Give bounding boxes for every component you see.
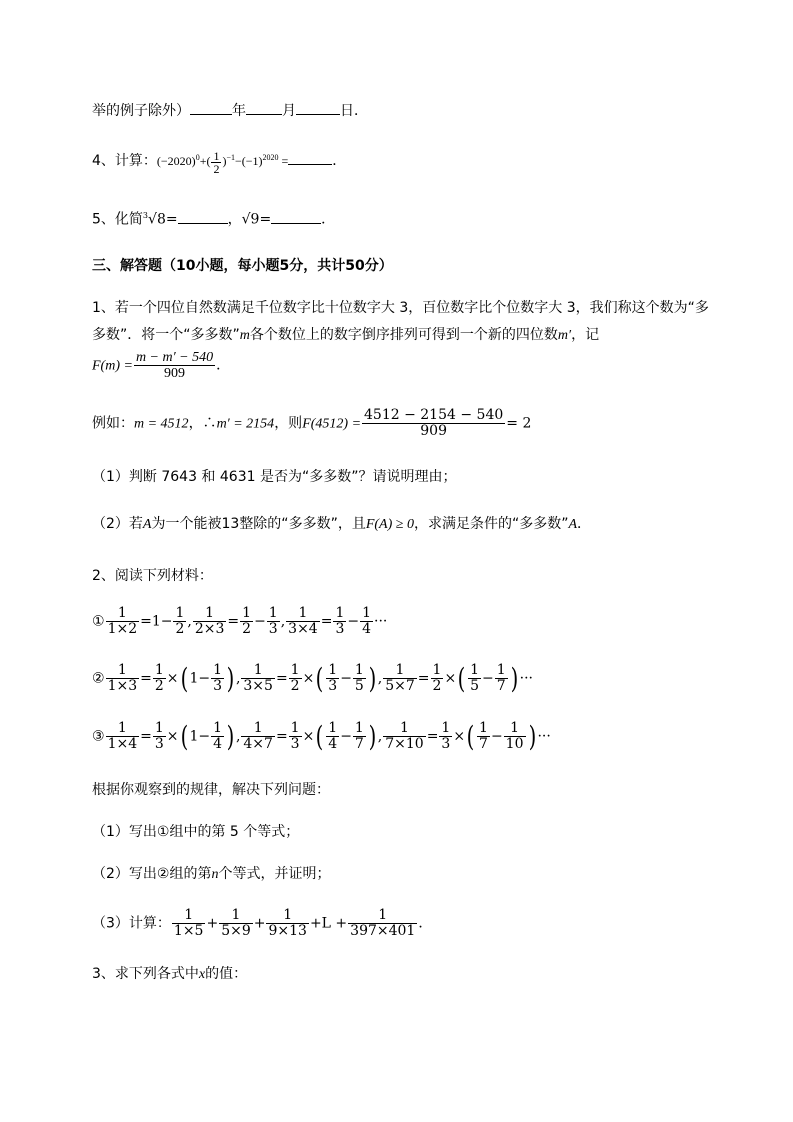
- problem-3-heading: 3、求下列各式中x的值：: [92, 966, 248, 982]
- problem-1-line-2: 多数”．将一个“多多数”m各个数位上的数字倒序排列可得到一个新的四位数m′，记: [92, 327, 600, 343]
- problem-1-definition: F(m) = $\frac{m - m' - 540}{909}$ ．: [92, 350, 231, 381]
- fill-blank-date-line: 举的例子除外） 年 月 日．: [92, 100, 368, 121]
- problem-1-line-1: 1、若一个四位自然数满足千位数字比十位数字大 3，百位数字比个位数字大 3，我们称这个数为“多: [92, 300, 709, 316]
- problem-1-example: 例如：m = 4512，∴m′ = 2154，则F(4512) = $\frac{4512 - 2154 - 540}{909}$ = 2: [92, 407, 532, 439]
- problem-1-sub-1: （1）判断 7643 和 4631 是否为“多多数”？请说明理由；: [92, 469, 457, 485]
- problem-1-sub-2: （2）若A为一个能被13整除的“多多数”，且F(A) ≥ 0，求满足条件的“多多数”A．: [92, 516, 592, 532]
- section-heading: 三、解答题（10小题，每小题5分，共计50分）: [92, 258, 393, 274]
- blank-month[interactable]: [246, 100, 282, 115]
- blank-year[interactable]: [190, 100, 232, 115]
- problem-2-heading: 2、阅读下列材料：: [92, 568, 213, 584]
- problem-2-sub-3: （3）计算： $\frac{1}{1\times 5}$ + $\frac{1}{5\times 9}$ + $\frac{1}{9\times 13}$ +L + $\frac{1}{397\times 401}$ ．: [92, 907, 433, 939]
- material-row-2: ② $\frac{1}{1\times 3}$ = $\frac{1}{2}$ ×( 1− $\frac{1}{3}$ ) , $\frac{1}{3\times 5}$ = $\frac{1}{2}$ ×( $\frac{1}{3}$ − $\frac{1}{5}$ ) , $\frac{1}{5\times 7}$ = $\frac{1}{2}$ ×( $\frac{1}{5}$ − $\frac{1}{7}$ ) ···: [92, 661, 533, 695]
- question-4: 4、计算：$(-2020)^0+$( $\frac{1}{2}$ )$^{-1}-(-1)^{2020}$ = ．: [92, 148, 347, 176]
- question-5: 5、化简$^3$√8= ，√9= ．: [92, 206, 335, 230]
- blank-day[interactable]: [296, 100, 340, 115]
- blank-q4[interactable]: [288, 150, 332, 165]
- blank-q5-a[interactable]: [178, 209, 228, 224]
- material-row-1: ① $\frac{1}{1\times 2}$ =1− $\frac{1}{2}$ , $\frac{1}{2\times 3}$ = $\frac{1}{2}$ − $\frac{1}{3}$ , $\frac{1}{3\times 4}$ = $\frac{1}{3}$ − $\frac{1}{4}$ ···: [92, 605, 388, 637]
- problem-2-sub-1: （1）写出①组中的第 5 个等式；: [92, 824, 300, 840]
- blank-q5-b[interactable]: [271, 209, 321, 224]
- material-row-3: ③ $\frac{1}{1\times 4}$ = $\frac{1}{3}$ ×( 1− $\frac{1}{4}$ ) , $\frac{1}{4\times 7}$ = $\frac{1}{3}$ ×( $\frac{1}{4}$ − $\frac{1}{7}$ ) , $\frac{1}{7\times 10}$ = $\frac{1}{3}$ ×( $\frac{1}{7}$ − $\frac{1}{10}$ ) ···: [92, 719, 551, 753]
- problem-2-prompt: 根据你观察到的规律，解决下列问题：: [92, 782, 330, 798]
- problem-2-sub-2: （2）写出②组的第n个等式，并证明；: [92, 866, 331, 882]
